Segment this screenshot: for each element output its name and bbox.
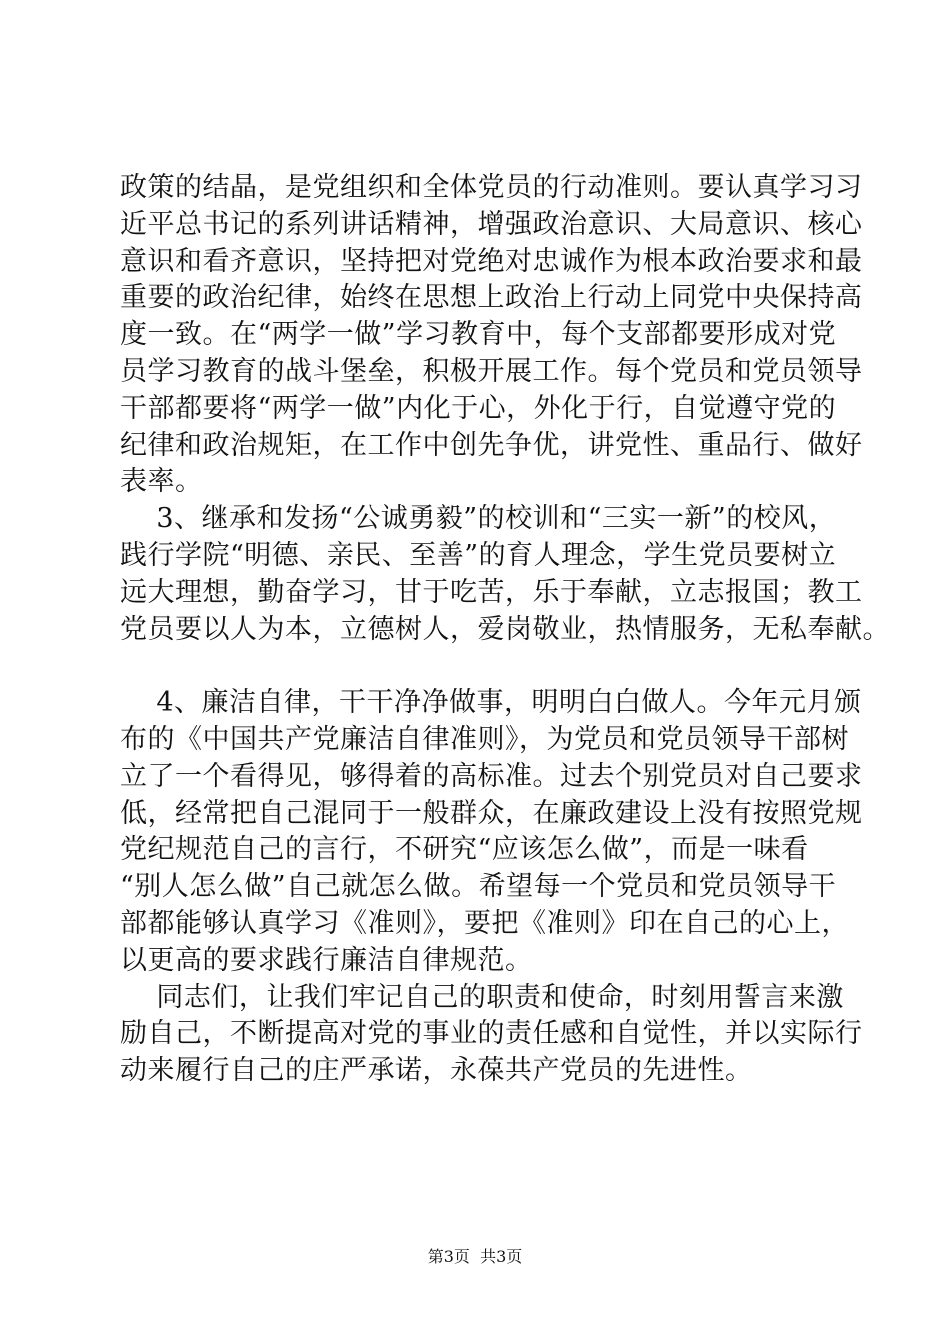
text-line: 纪律和政治规矩，在工作中创先争优，讲党性、重品行、做好 — [120, 429, 863, 461]
text-line: 布的《中国共产党廉洁自律准则》，为党员和党员领导干部树 — [120, 723, 849, 755]
text-line: 重要的政治纪律，始终在思想上政治上行动上同党中央保持高 — [120, 282, 863, 314]
paragraph-4-start: 4、廉洁自律，干干净净做事，明明白白做人。今年元月颁 — [120, 687, 862, 719]
text-line: 践行学院“明德、亲民、至善”的育人理念，学生党员要树立 — [120, 539, 837, 571]
paragraph-gap — [120, 648, 840, 685]
text-line: 励自己，不断提高对党的事业的责任感和自觉性，并以实际行 — [120, 1018, 863, 1050]
text-line: 表率。 — [120, 466, 203, 498]
text-line: 意识和看齐意识，坚持把对党绝对忠诚作为根本政治要求和最 — [120, 245, 863, 277]
page-number-footer: 第3页 共3页 — [427, 1247, 523, 1266]
text-line: 以更高的要求践行廉洁自律规范。 — [120, 944, 533, 976]
text-line: 政策的结晶，是党组织和全体党员的行动准则。要认真学习习 — [120, 172, 863, 203]
text-line: 低，经常把自己混同于一般群众，在廉政建设上没有按照党规 — [120, 797, 863, 829]
text-line: 远大理想，勤奋学习，甘于吃苦，乐于奉献，立志报国；教工 — [120, 576, 863, 608]
closing-paragraph-start: 同志们，让我们牢记自己的职责和使命，时刻用誓言来激 — [120, 981, 844, 1013]
text-line: 动来履行自己的庄严承诺，永葆共产党员的先进性。 — [120, 1055, 753, 1087]
text-line: 度一致。在“两学一做”学习教育中，每个支部都要形成对党 — [120, 319, 837, 351]
paragraph-3-start: 3、继承和发扬“公诚勇毅”的校训和“三实一新”的校风， — [120, 503, 837, 535]
text-line: 员学习教育的战斗堡垒，积极开展工作。每个党员和党员领导 — [120, 355, 863, 387]
text-line: 干部都要将“两学一做”内化于心，外化于行，自觉遵守党的 — [120, 392, 837, 424]
text-line: 党员要以人为本，立德树人，爱岗敬业，热情服务，无私奉献。 — [120, 613, 890, 645]
text-line: 近平总书记的系列讲话精神，增强政治意识、大局意识、核心 — [120, 208, 863, 240]
document-body — [120, 170, 890, 1090]
text-line: 部都能够认真学习《准则》，要把《准则》印在自己的心上， — [120, 907, 849, 939]
text-line: 党纪规范自己的言行，不研究“应该怎么做”，而是一味看 — [120, 834, 809, 866]
text-line: “别人怎么做”自己就怎么做。希望每一个党员和党员领导干 — [120, 871, 837, 903]
text-line: 立了一个看得见，够得着的高标准。过去个别党员对自己要求 — [120, 760, 863, 792]
